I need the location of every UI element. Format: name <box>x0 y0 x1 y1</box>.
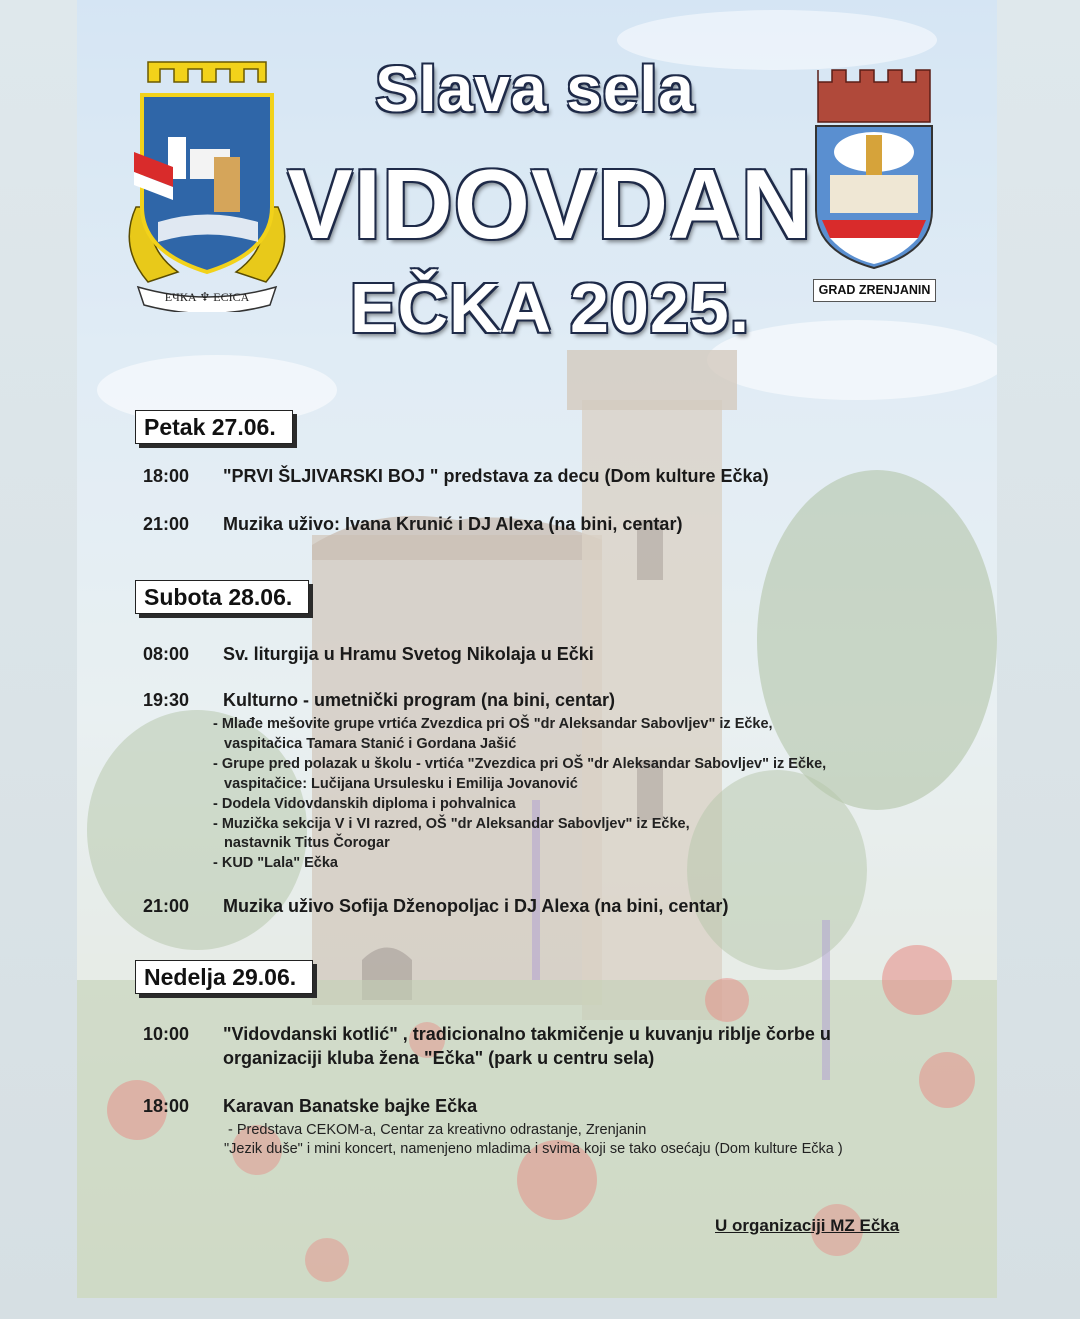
event-time: 21:00 <box>143 514 190 534</box>
program-detail: nastavnik Titus Čorogar <box>224 835 390 851</box>
zrenjanin-label: GRAD ZRENJANIN <box>813 279 936 302</box>
event-text: organizaciji kluba žena "Ečka" (park u centru sela) <box>223 1048 655 1068</box>
program-detail: - KUD "Lala" Ečka <box>213 855 338 871</box>
event-time: 18:00 <box>143 466 190 486</box>
event-time: 19:30 <box>143 690 190 710</box>
event-text: "Vidovdanski kotlić" , tradicionalno takmičenje u kuvanju riblje čorbe u <box>223 1024 831 1044</box>
title-slava-sela: Slava sela <box>375 53 695 125</box>
day-label-sunday: Nedelja 29.06. <box>135 960 313 994</box>
program-detail: - Dodela Vidovdanskih diploma i pohvalnica <box>213 796 516 812</box>
program-detail: "Jezik duše" i mini koncert, namenjeno mladima i svima koji se tako osećaju (Dom kulture Ečka ) <box>224 1141 843 1157</box>
organizer-credit: U organizaciji MZ Ečka <box>715 1216 900 1235</box>
event-time: 21:00 <box>143 896 190 916</box>
program-detail: vaspitačica Tamara Stanić i Gordana Jašić <box>224 736 517 752</box>
day-label-friday: Petak 27.06. <box>135 410 293 444</box>
program-detail: - Predstava CEKOM-a, Centar za kreativno odrastanje, Zrenjanin <box>228 1122 647 1138</box>
event-time: 08:00 <box>143 644 190 664</box>
day-label-saturday: Subota 28.06. <box>135 580 309 614</box>
event-text: Muzika uživo: Ivana Krunić i DJ Alexa (na bini, centar) <box>223 514 683 534</box>
program-detail: - Muzička sekcija V i VI razred, OŠ "dr Aleksandar Sabovljev" iz Ečke, <box>213 816 690 832</box>
village-crest-text: ЕЧКА ♆ ECICA <box>164 290 250 304</box>
event-time: 18:00 <box>143 1096 190 1116</box>
program-detail: - Grupe pred polazak u školu - vrtića "Zvezdica pri OŠ "dr Aleksandar Sabovljev" iz Ečke, <box>213 756 827 772</box>
event-text: Muzika uživo Sofija Dženopoljac i DJ Alexa (na bini, centar) <box>223 896 729 916</box>
event-text: Sv. liturgija u Hramu Svetog Nikolaja u Ečki <box>223 644 594 664</box>
event-text: "PRVI ŠLJIVARSKI BOJ " predstava za decu (Dom kulture Ečka) <box>223 466 769 486</box>
event-time: 10:00 <box>143 1024 190 1044</box>
title-ecka-2025: EČKA 2025. <box>349 269 751 347</box>
program-detail: - Mlađe mešovite grupe vrtića Zvezdica pri OŠ "dr Aleksandar Sabovljev" iz Ečke, <box>213 716 773 732</box>
event-text: Kulturno - umetnički program (na bini, centar) <box>223 690 616 710</box>
program-detail: vaspitačice: Lučijana Ursulesku i Emilija Jovanović <box>224 776 578 792</box>
event-text: Karavan Banatske bajke Ečka <box>223 1096 478 1116</box>
title-vidovdan: VIDOVDAN <box>287 149 813 259</box>
